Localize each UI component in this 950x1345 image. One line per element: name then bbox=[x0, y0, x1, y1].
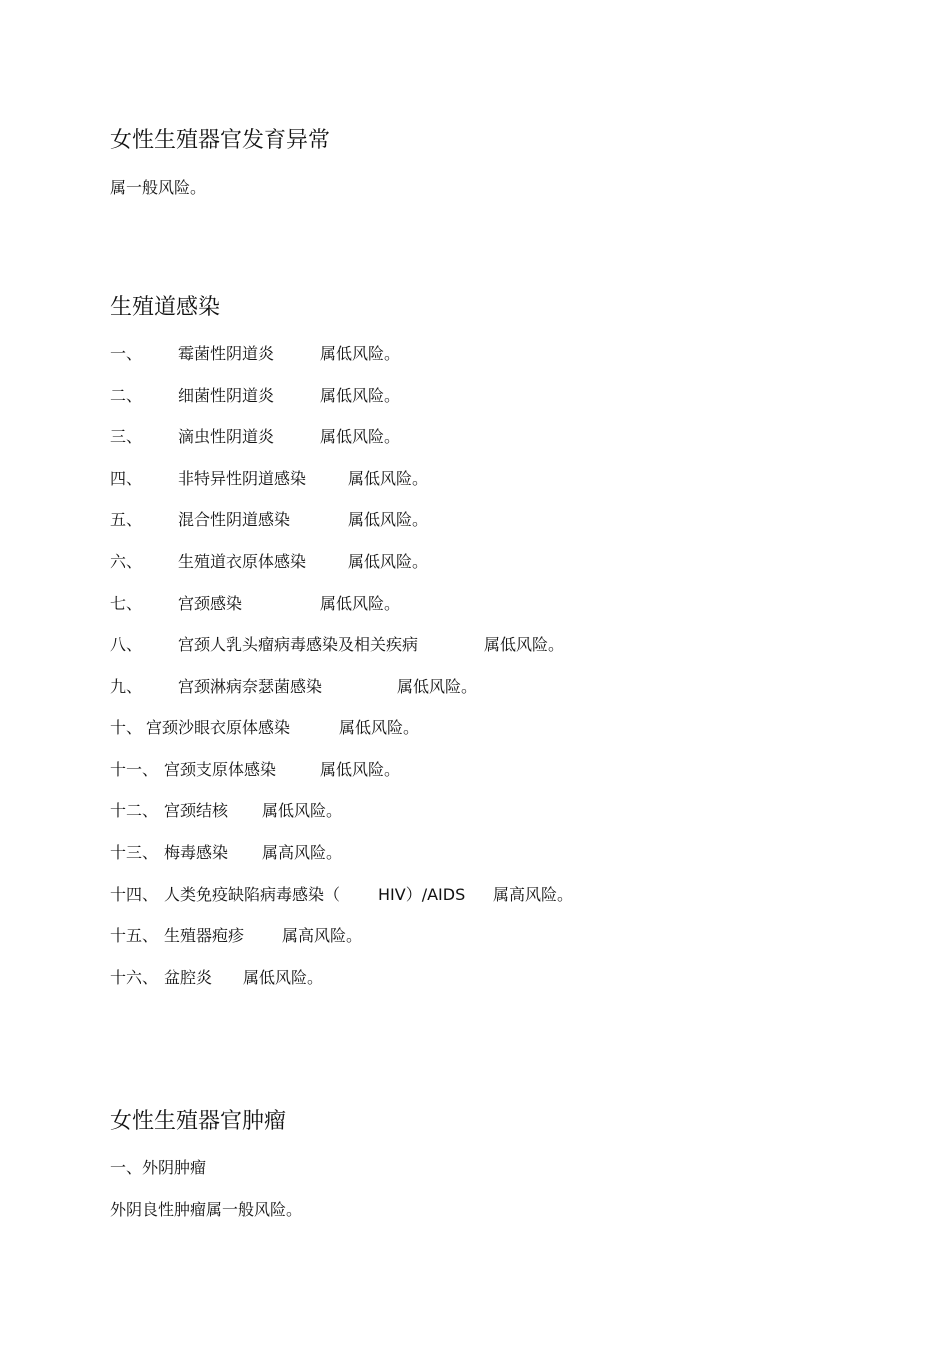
tumor-risk-text: 外阴良性肿瘤属一般风险。 bbox=[110, 1200, 303, 1219]
section-title-tumor: 女性生殖器官肿瘤 bbox=[110, 1109, 287, 1134]
item-risk: 属低风险。 bbox=[348, 469, 429, 488]
item-name: 宫颈沙眼衣原体感染 bbox=[146, 718, 291, 737]
item-risk: 属低风险。 bbox=[320, 344, 401, 363]
item-number: 八、 bbox=[110, 635, 143, 654]
item-number: 三、 bbox=[110, 427, 143, 446]
item-name: 宫颈人乳头瘤病毒感染及相关疾病 bbox=[178, 635, 419, 654]
item-name: 混合性阴道感染 bbox=[178, 510, 291, 529]
item-risk: 属低风险。 bbox=[339, 718, 420, 737]
item-risk: 属低风险。 bbox=[320, 594, 401, 613]
item-name: 人类免疫缺陷病毒感染（ bbox=[164, 885, 341, 904]
item-number: 七、 bbox=[110, 594, 143, 613]
item-name: 宫颈结核 bbox=[164, 801, 229, 820]
item-number: 六、 bbox=[110, 552, 143, 571]
item-number: 十、 bbox=[110, 718, 143, 737]
document-page bbox=[110, 0, 870, 1345]
section-title-infection: 生殖道感染 bbox=[110, 295, 221, 320]
item-risk: 属低风险。 bbox=[320, 427, 401, 446]
item-name: 生殖器疱疹 bbox=[164, 926, 245, 945]
item-name: 生殖道衣原体感染 bbox=[178, 552, 307, 571]
item-number: 十二、 bbox=[110, 801, 159, 820]
section-title-development: 女性生殖器官发育异常 bbox=[110, 128, 331, 153]
item-number: 十五、 bbox=[110, 926, 159, 945]
item-name: 梅毒感染 bbox=[164, 843, 229, 862]
item-risk: 属低风险。 bbox=[484, 635, 565, 654]
item-number: 十六、 bbox=[110, 968, 159, 987]
tumor-subheading: 一、外阴肿瘤 bbox=[110, 1158, 207, 1177]
item-name: 细菌性阴道炎 bbox=[178, 386, 275, 405]
development-risk-text: 属一般风险。 bbox=[110, 178, 207, 197]
item-risk: 属低风险。 bbox=[320, 386, 401, 405]
item-name: 宫颈淋病奈瑟菌感染 bbox=[178, 677, 323, 696]
item-name: 非特异性阴道感染 bbox=[178, 469, 307, 488]
item-risk: 属低风险。 bbox=[320, 760, 401, 779]
item-risk: 属高风险。 bbox=[493, 885, 574, 904]
item-name-suffix: HIV）/AIDS bbox=[378, 885, 466, 904]
item-risk: 属低风险。 bbox=[243, 968, 324, 987]
item-name: 霉菌性阴道炎 bbox=[178, 344, 275, 363]
item-name: 宫颈感染 bbox=[178, 594, 243, 613]
item-risk: 属高风险。 bbox=[282, 926, 363, 945]
item-risk: 属低风险。 bbox=[397, 677, 478, 696]
item-risk: 属低风险。 bbox=[262, 801, 343, 820]
item-number: 五、 bbox=[110, 510, 143, 529]
item-name: 盆腔炎 bbox=[164, 968, 213, 987]
item-name: 宫颈支原体感染 bbox=[164, 760, 277, 779]
item-number: 十四、 bbox=[110, 885, 159, 904]
item-number: 九、 bbox=[110, 677, 143, 696]
item-name: 滴虫性阴道炎 bbox=[178, 427, 275, 446]
item-number: 二、 bbox=[110, 386, 143, 405]
item-risk: 属低风险。 bbox=[348, 552, 429, 571]
item-number: 十一、 bbox=[110, 760, 159, 779]
item-risk: 属低风险。 bbox=[348, 510, 429, 529]
item-number: 四、 bbox=[110, 469, 143, 488]
item-number: 十三、 bbox=[110, 843, 159, 862]
item-risk: 属高风险。 bbox=[262, 843, 343, 862]
item-number: 一、 bbox=[110, 344, 143, 363]
